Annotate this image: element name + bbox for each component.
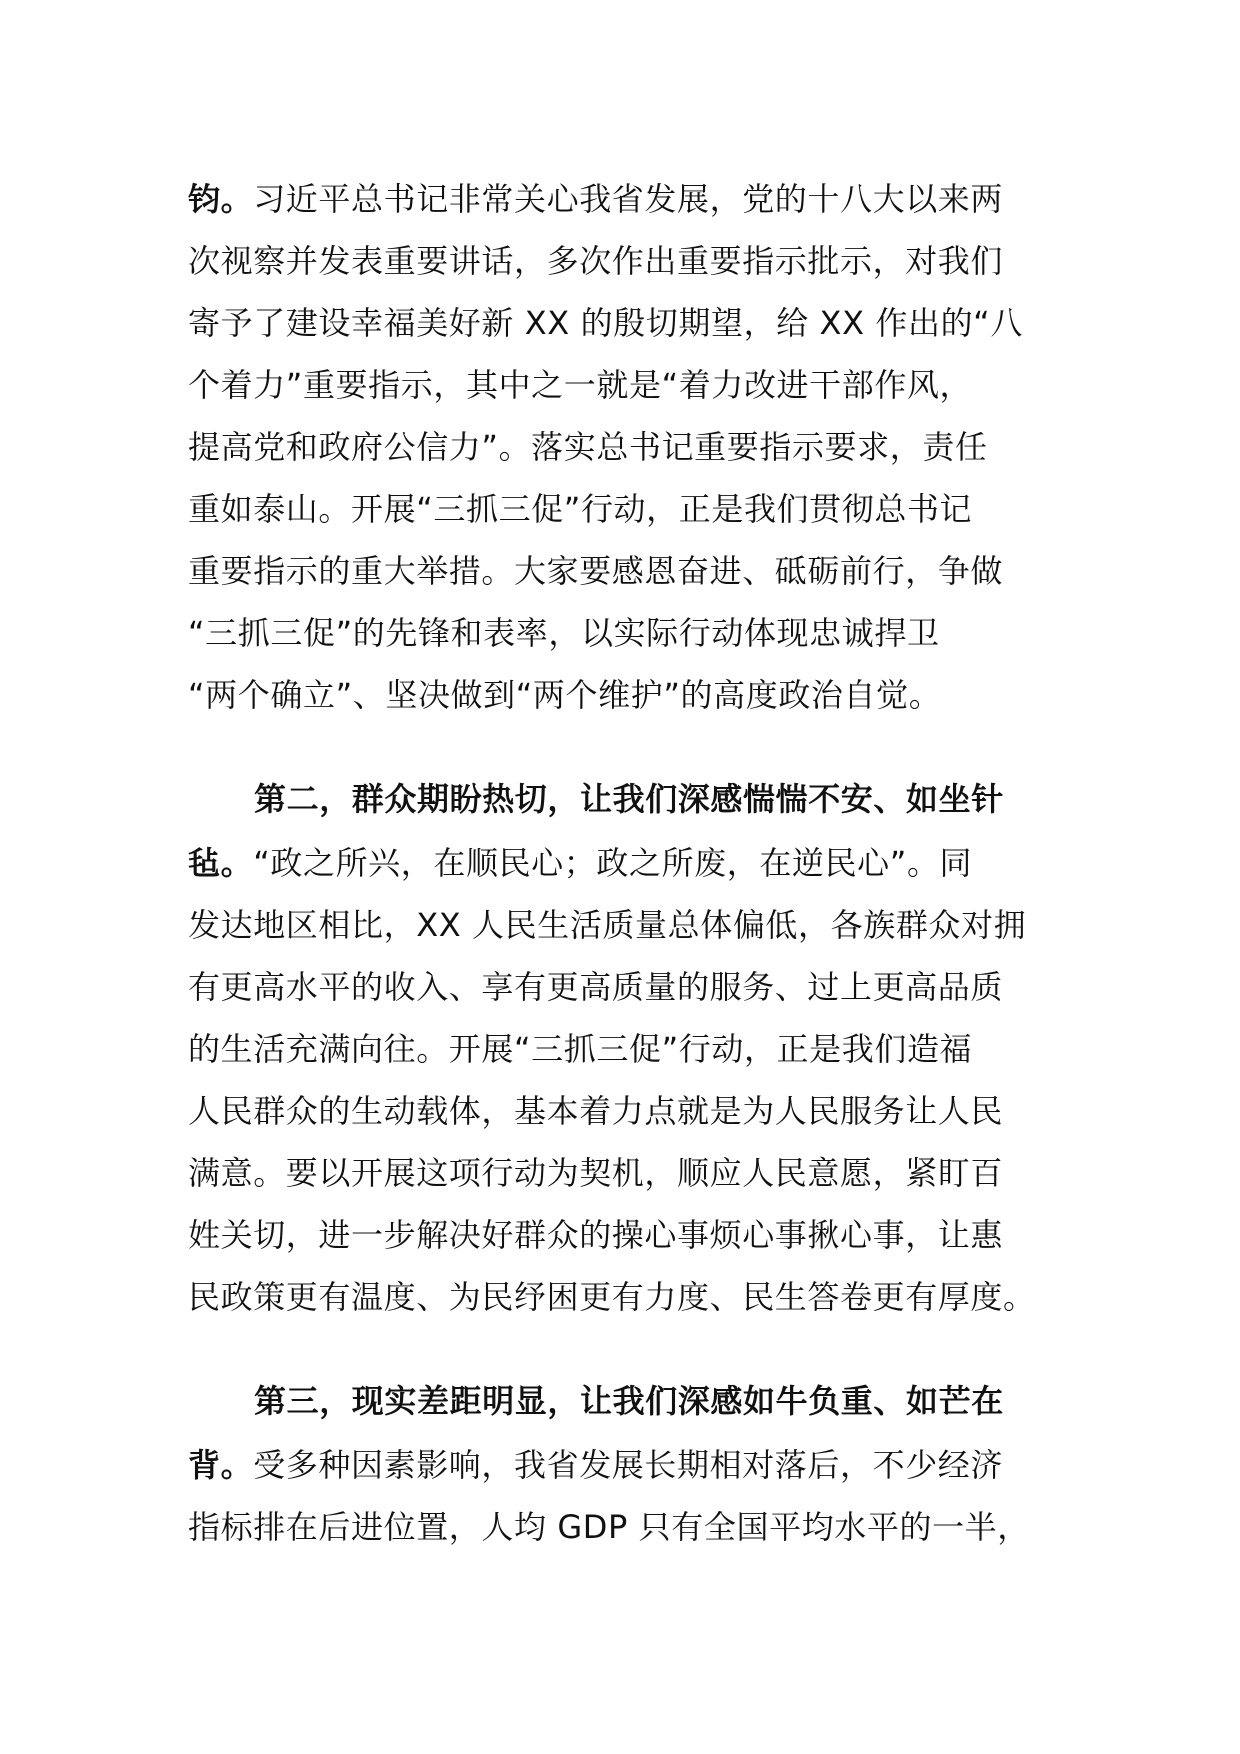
paragraph-2-line-8: 姓关切，进一步解决好群众的操心事烦心事揪心事，让惠 [188, 1216, 1004, 1254]
paragraph-1-line-1 [188, 166, 1058, 232]
paragraph-1-line-7: 重要指示的重大举措。大家要感恩奋进、砥砺前行，争做 [188, 552, 1004, 590]
paragraph-2-line-7: 满意。要以开展这项行动为契机，顺应人民意愿，紧盯百 [188, 1154, 1004, 1192]
paragraph-1-line-6: 重如泰山。开展“三抓三促”行动，正是我们贯彻总书记 [188, 490, 973, 528]
paragraph-1-line-8: “三抓三促”的先锋和表率，以实际行动体现忠诚捍卫 [188, 614, 940, 652]
paragraph-1-line-4: 个着力”重要指示，其中之一就是“着力改进干部作风， [188, 366, 973, 404]
paragraph-3-text: 受多种因素影响，我省发展长期相对落后，不少经济 [253, 1446, 1004, 1484]
paragraph-1-line-9: “两个确立”、坚决做到“两个维护”的高度政治自觉。 [188, 676, 942, 714]
paragraph-1-line-2: 次视察并发表重要讲话，多次作出重要指示批示，对我们 [188, 242, 1004, 280]
paragraph-1-line-3: 寄予了建设幸福美好新 XX 的殷切期望，给 XX 作出的“八 [188, 304, 1023, 342]
paragraph-2-line-6: 人民群众的生动载体，基本着力点就是为人民服务让人民 [188, 1092, 1004, 1130]
paragraph-2-line-9: 民政策更有温度、为民纾困更有力度、民生答卷更有厚度。 [188, 1278, 1036, 1316]
paragraph-3-line-3: 指标排在后进位置，人均 GDP 只有全国平均水平的一半， [188, 1508, 1030, 1546]
paragraph-2-line-5: 的生活充满向往。开展“三抓三促”行动，正是我们造福 [188, 1030, 973, 1068]
paragraph-2-bold-tail: 毡。 [188, 844, 254, 882]
paragraph-1-bold-lead: 钧。 [188, 180, 254, 218]
paragraph-2-text: “政之所兴，在顺民心；政之所废，在逆民心”。同 [253, 844, 973, 882]
paragraph-2-line-3: 发达地区相比，XX 人民生活质量总体偏低，各族群众对拥 [188, 906, 1027, 944]
paragraph-1-line-5: 提高党和政府公信力”。落实总书记重要指示要求，责任 [188, 428, 988, 466]
paragraph-2-line-2 [188, 830, 1058, 896]
paragraph-3-line-2 [188, 1432, 1058, 1498]
paragraph-3-bold-tail: 背。 [188, 1446, 254, 1484]
paragraph-1-text: 习近平总书记非常关心我省发展，党的十八大以来两 [253, 180, 1004, 218]
paragraph-2-heading-line: 第二，群众期盼热切，让我们深感惴惴不安、如坐针 [254, 780, 1004, 818]
paragraph-2-line-4: 有更高水平的收入、享有更高质量的服务、过上更高品质 [188, 968, 1004, 1006]
paragraph-3-heading-line: 第三，现实差距明显，让我们深感如牛负重、如芒在 [254, 1382, 1004, 1420]
